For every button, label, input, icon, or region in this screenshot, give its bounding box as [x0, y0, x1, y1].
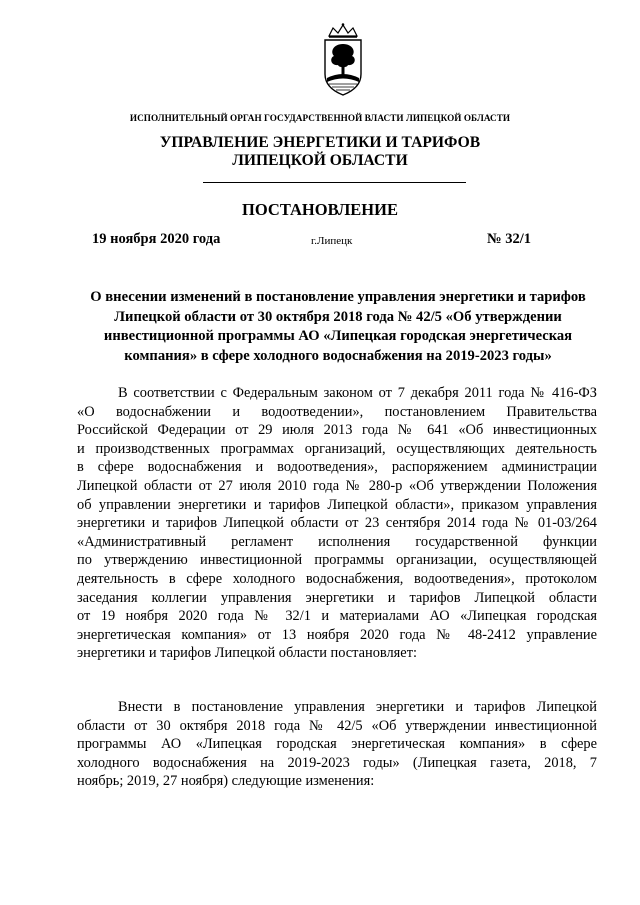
text-line: по утверждению инвестиционной программы организации, осуществляющей — [77, 552, 597, 569]
title-line: О внесении изменений в постановление управления энергетики и тарифов — [90, 289, 586, 305]
text-line: энергетики и тарифов Липецкой области постановляет: — [77, 645, 417, 662]
text-line: деятельность в сфере холодного водоснабжения, водоотведения», протоколом — [77, 570, 597, 587]
text-line: холодного водоснабжения на 2019-2023 годы» (Липецкая газета, 2018, 7 — [77, 754, 597, 771]
title-line: компания» в сфере холодного водоснабжения на 2019-2023 годы» — [124, 348, 552, 365]
department-name-line1: УПРАВЛЕНИЕ ЭНЕРГЕТИКИ И ТАРИФОВ — [159, 134, 481, 151]
document-city: г.Липецк — [311, 235, 353, 247]
document-number: № 32/1 — [487, 231, 531, 247]
text-line: в сфере водоснабжения и водоотведения», распоряжением администрации — [77, 459, 597, 476]
text-line: Внести в постановление управления энергетики и тарифов Липецкой — [118, 699, 597, 715]
title-line: инвестиционной программы АО «Липецкая городская энергетическая — [103, 328, 573, 345]
text-line: программы АО «Липецкая городская энергетическая компания» в сфере — [77, 736, 597, 753]
preamble-paragraph — [77, 384, 597, 663]
text-line: Российской Федерации от 29 июля 2013 года № 641 «Об инвестиционных — [77, 422, 597, 439]
document-type: ПОСТАНОВЛЕНИЕ — [242, 200, 398, 219]
text-line: и производственных программах организаций, осуществляющих деятельность — [77, 440, 597, 457]
text-line: области от 30 октября 2018 года № 42/5 «Об утверждении инвестиционной — [77, 717, 597, 734]
text-line: ноябрь; 2019, 27 ноября) следующие изменения: — [77, 773, 375, 790]
text-line: В соответствии с Федеральным законом от 7 декабря 2011 года № 416-ФЗ — [118, 385, 597, 401]
text-line: энергетики и тарифов Липецкой области от 23 сентября 2014 года № 01-03/264 — [77, 515, 597, 532]
department-name-line2: ЛИПЕЦКОЙ ОБЛАСТИ — [232, 152, 408, 169]
operative-paragraph — [77, 698, 597, 791]
text-line: об управлении энергетики и тарифов Липецкой области», приказом управления — [77, 496, 597, 513]
title-line: Липецкой области от 30 октября 2018 года № 42/5 «Об утверждении — [114, 308, 562, 325]
text-line: «О водоснабжении и водоотведении», постановлением Правительства — [77, 403, 597, 420]
document-date: 19 ноября 2020 года — [92, 231, 221, 247]
text-line: Липецкой области от 27 июля 2010 года № 280-р «Об утверждении Положения — [77, 477, 597, 494]
text-line: энергетическая компания» от 13 ноября 2020 года № 48-2412 управление — [77, 626, 597, 643]
organization-name: ИСПОЛНИТЕЛЬНЫЙ ОРГАН ГОСУДАРСТВЕННОЙ ВЛАСТИ ЛИПЕЦКОЙ ОБЛАСТИ — [129, 113, 511, 123]
text-line: от 19 ноября 2020 года № 32/1 и материалами АО «Липецкая городская — [77, 608, 597, 625]
document-title — [76, 288, 600, 367]
coat-of-arms-icon — [319, 22, 367, 98]
text-line: заседания коллегии управления энергетики и тарифов Липецкой области — [77, 589, 597, 606]
header-divider — [203, 182, 466, 183]
text-line: «Административный регламент исполнения государственной функции — [77, 533, 597, 550]
